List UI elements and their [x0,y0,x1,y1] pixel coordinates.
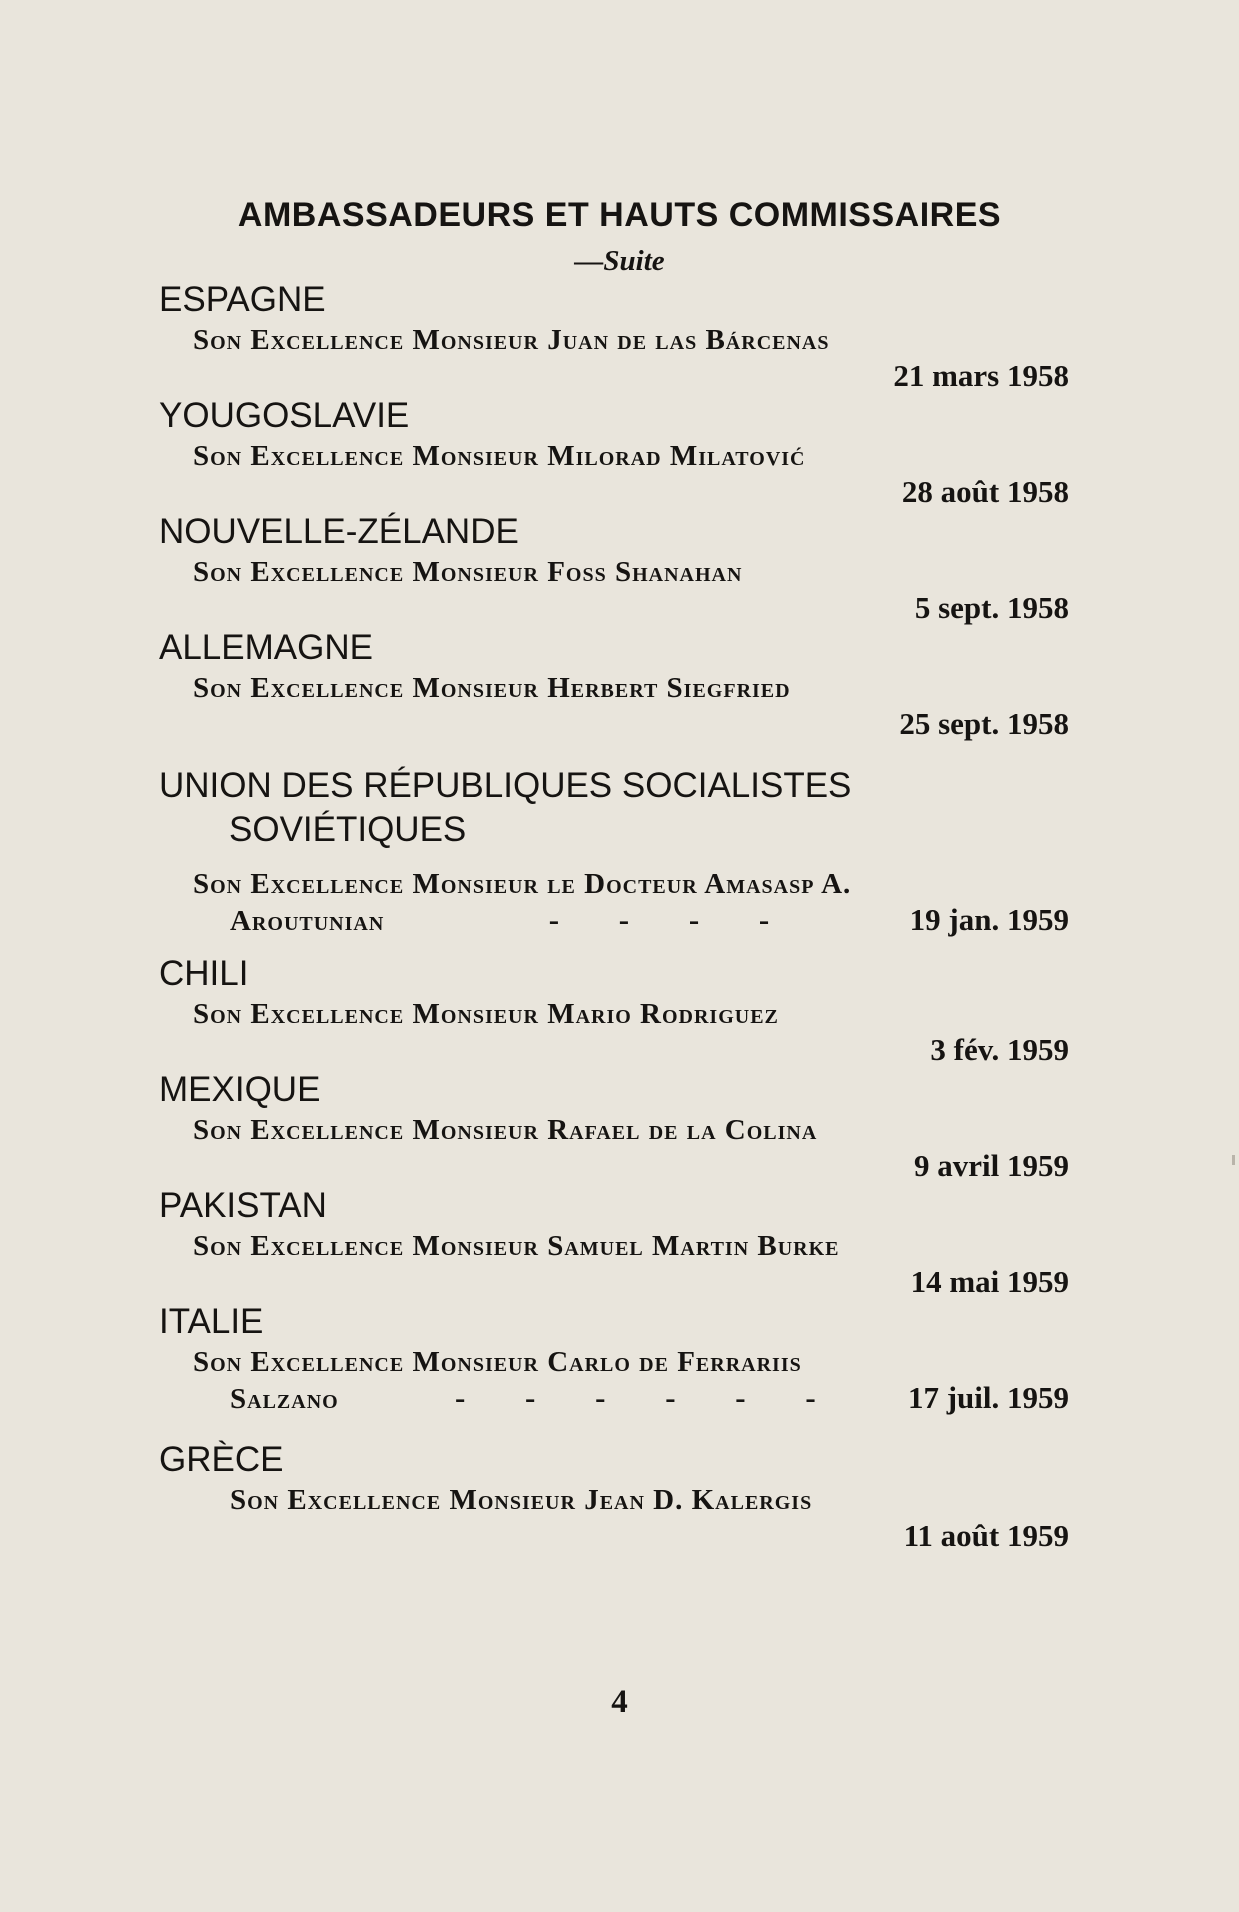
country-name: CHILI [159,954,249,993]
appointment-date: 28 août 1958 [901,474,1069,509]
entry-espagne [159,278,1069,394]
spacer [159,742,1069,764]
country-name [159,764,1069,852]
country-name: YOUGOSLAVIE [159,396,410,435]
appointment-date: 25 sept. 1958 [899,706,1069,741]
entry-mexique [159,1068,1069,1184]
paper-mark [1232,1155,1235,1165]
ambassador-list [159,278,1069,1554]
entry-nouvelle-zelande [159,510,1069,626]
ambassador-name-continuation: Salzano [230,1383,339,1415]
ambassador-name: Son Excellence Monsieur Jean D. Kalergis [230,1484,813,1516]
entry-pakistan [159,1184,1069,1300]
country-name-line1: UNION DES RÉPUBLIQUES SOCIALISTES [159,766,852,805]
spacer [159,852,1069,866]
appointment-date: 14 mai 1959 [910,1264,1069,1299]
appointment-date: 19 jan. 1959 [909,902,1069,937]
entry-yougoslavie [159,394,1069,510]
ambassador-name-continuation: Aroutunian [230,905,385,937]
ambassador-name: Son Excellence Monsieur Mario Rodriguez [193,998,779,1030]
page-title: AMBASSADEURS ET HAUTS COMMISSAIRES [237,196,1002,234]
page-subtitle: —Suite [574,245,665,277]
country-name: NOUVELLE-ZÉLANDE [159,512,519,551]
country-name: MEXIQUE [159,1070,321,1109]
entry-urss [159,764,1069,938]
ambassador-name-continuation-row [159,1380,1069,1416]
country-name-line2: SOVIÉTIQUES [229,810,467,849]
ambassador-name: Son Excellence Monsieur Carlo de Ferrariis [193,1346,802,1378]
appointment-date: 11 août 1959 [903,1518,1069,1553]
entry-chili [159,952,1069,1068]
ambassador-name: Son Excellence Monsieur Foss Shanahan [193,556,743,588]
country-name: ITALIE [159,1302,264,1341]
country-name: ALLEMAGNE [159,628,373,667]
ambassador-name: Son Excellence Monsieur Herbert Siegfried [193,672,791,704]
entry-grece [159,1438,1069,1554]
country-name: ESPAGNE [159,280,326,319]
ambassador-name: Son Excellence Monsieur Milorad Milatović [193,440,806,472]
ambassador-name: Son Excellence Monsieur le Docteur Amasasp A. [193,868,852,900]
ambassador-name-continuation-row [159,902,1069,938]
entry-allemagne [159,626,1069,742]
appointment-date: 3 fév. 1959 [930,1032,1069,1067]
entry-italie [159,1300,1069,1416]
leader-dashes: - - - - - - [454,1380,842,1415]
ambassador-name: Son Excellence Monsieur Rafael de la Colina [193,1114,818,1146]
country-name: PAKISTAN [159,1186,327,1225]
appointment-date: 17 juil. 1959 [907,1380,1069,1415]
appointment-date: 9 avril 1959 [914,1148,1069,1183]
leader-dashes: - - - - [548,902,796,937]
country-name: GRÈCE [159,1440,284,1479]
spacer [159,1416,1069,1438]
page-number: 4 [611,1684,628,1720]
spacer [159,938,1069,952]
appointment-date: 21 mars 1958 [893,358,1069,393]
ambassador-name: Son Excellence Monsieur Juan de las Bárcenas [193,324,830,356]
ambassador-name: Son Excellence Monsieur Samuel Martin Burke [193,1230,840,1262]
appointment-date: 5 sept. 1958 [914,590,1069,625]
